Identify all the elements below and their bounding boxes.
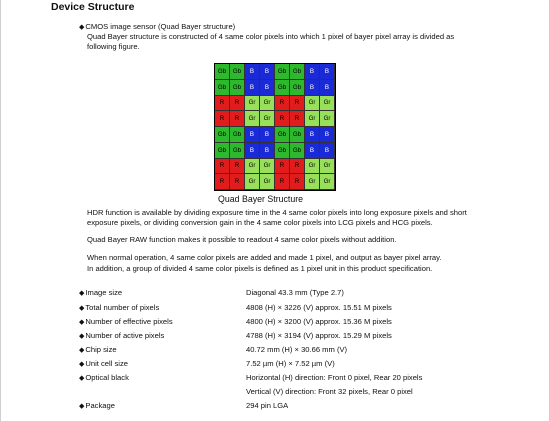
bayer-cell-gb: Gb <box>215 143 230 159</box>
bayer-cell-r: R <box>230 111 245 127</box>
spec-label-text: Unit cell size <box>85 359 129 368</box>
bayer-cell-gb: Gb <box>230 127 245 143</box>
bayer-cell-gr: Gr <box>260 159 275 175</box>
spec-label-text: Number of effective pixels <box>85 317 173 326</box>
bayer-cell-r: R <box>275 174 290 190</box>
intro-line-1: Quad Bayer structure is constructed of 4 same color pixels into which 1 pixel of bayer pixel array is divided as <box>87 32 455 41</box>
bayer-cell-b: B <box>260 64 275 80</box>
section-title: Device Structure <box>51 1 135 13</box>
spec-value: Diagonal 43.3 mm (Type 2.7) <box>246 288 344 297</box>
bayer-cell-r: R <box>275 159 290 175</box>
bayer-cell-gr: Gr <box>260 96 275 112</box>
spec-label-text: Package <box>85 401 115 410</box>
bayer-cell-gb: Gb <box>215 127 230 143</box>
bayer-cell-r: R <box>290 96 305 112</box>
bayer-cell-r: R <box>230 96 245 112</box>
spec-label <box>79 401 115 413</box>
bayer-cell-gr: Gr <box>305 159 320 175</box>
normal-line-2: In addition, a group of divided 4 same color pixels is defined as 1 pixel unit in this product specification. <box>87 264 433 273</box>
spec-value: 7.52 µm (H) × 7.52 µm (V) <box>246 359 335 368</box>
bayer-cell-b: B <box>305 143 320 159</box>
bayer-cell-r: R <box>230 174 245 190</box>
bayer-cell-gb: Gb <box>230 80 245 96</box>
bayer-cell-gb: Gb <box>275 64 290 80</box>
normal-line-1: When normal operation, 4 same color pixels are added and made 1 pixel, and output as bayer pixel array. <box>87 253 442 262</box>
bayer-cell-gr: Gr <box>320 111 335 127</box>
hdr-line-1: HDR function is available by dividing exposure time in the 4 same color pixels into long exposure pixels and short <box>87 208 467 217</box>
bayer-cell-gr: Gr <box>260 111 275 127</box>
bayer-cell-b: B <box>305 64 320 80</box>
hdr-line-2: exposure pixels, or dividing conversion gain in the 4 same color pixels into LCG pixels and HCG pixels. <box>87 218 433 227</box>
bayer-cell-gr: Gr <box>245 96 260 112</box>
bayer-cell-b: B <box>320 143 335 159</box>
bayer-cell-gb: Gb <box>290 64 305 80</box>
raw-line: Quad Bayer RAW function makes it possible to readout 4 same color pixels without addition. <box>87 235 397 244</box>
bayer-cell-r: R <box>275 96 290 112</box>
bayer-cell-b: B <box>305 127 320 143</box>
page-border-left <box>0 0 1 421</box>
bayer-cell-r: R <box>290 111 305 127</box>
bayer-cell-gb: Gb <box>275 127 290 143</box>
spec-label <box>79 331 164 343</box>
bayer-cell-gb: Gb <box>215 80 230 96</box>
spec-label-text: Optical black <box>85 373 129 382</box>
bayer-cell-r: R <box>215 174 230 190</box>
bayer-cell-gr: Gr <box>320 159 335 175</box>
spec-label <box>79 373 129 385</box>
bayer-cell-gr: Gr <box>245 111 260 127</box>
spec-label-text: Chip size <box>85 345 117 354</box>
bayer-cell-r: R <box>290 159 305 175</box>
bayer-cell-gb: Gb <box>230 143 245 159</box>
bayer-cell-b: B <box>320 127 335 143</box>
bayer-cell-gr: Gr <box>305 111 320 127</box>
bayer-cell-r: R <box>230 159 245 175</box>
bayer-cell-b: B <box>320 80 335 96</box>
spec-label <box>79 303 159 315</box>
spec-value: Vertical (V) direction: Front 32 pixels, Rear 0 pixel <box>246 387 413 396</box>
bayer-cell-gb: Gb <box>230 64 245 80</box>
bayer-cell-gb: Gb <box>275 143 290 159</box>
bayer-cell-gb: Gb <box>290 143 305 159</box>
bayer-cell-r: R <box>215 159 230 175</box>
bayer-cell-r: R <box>215 96 230 112</box>
spec-label-text: Total number of pixels <box>85 303 160 312</box>
spec-value: Horizontal (H) direction: Front 0 pixel, Rear 20 pixels <box>246 373 423 382</box>
spec-value: 4788 (H) × 3194 (V) approx. 15.29 M pixels <box>246 331 392 340</box>
bayer-cell-gr: Gr <box>305 174 320 190</box>
spec-label <box>79 288 122 300</box>
spec-label <box>79 345 117 357</box>
bayer-cell-gb: Gb <box>275 80 290 96</box>
bayer-cell-b: B <box>305 80 320 96</box>
spec-value: 4808 (H) × 3226 (V) approx. 15.51 M pixels <box>246 303 392 312</box>
spec-label <box>79 359 128 371</box>
quad-bayer-figure <box>214 63 336 191</box>
bayer-cell-gb: Gb <box>215 64 230 80</box>
intro-line-2: following figure. <box>87 42 140 51</box>
bayer-cell-b: B <box>245 64 260 80</box>
bayer-cell-r: R <box>215 111 230 127</box>
spec-value: 294 pin LGA <box>246 401 289 410</box>
bayer-cell-gr: Gr <box>320 174 335 190</box>
bayer-cell-b: B <box>245 127 260 143</box>
spec-value: 4800 (H) × 3200 (V) approx. 15.36 M pixels <box>246 317 392 326</box>
bayer-cell-gr: Gr <box>245 159 260 175</box>
bayer-cell-b: B <box>260 80 275 96</box>
bayer-cell-b: B <box>245 143 260 159</box>
bayer-cell-b: B <box>320 64 335 80</box>
spec-label <box>79 317 173 329</box>
bayer-cell-gb: Gb <box>290 80 305 96</box>
spec-value: 40.72 mm (H) × 30.66 mm (V) <box>246 345 348 354</box>
sensor-heading-text: CMOS image sensor (Quad Bayer structure) <box>85 22 236 31</box>
bayer-cell-gr: Gr <box>305 96 320 112</box>
bayer-cell-r: R <box>290 174 305 190</box>
bayer-cell-gb: Gb <box>290 127 305 143</box>
bayer-cell-b: B <box>260 143 275 159</box>
bayer-cell-b: B <box>245 80 260 96</box>
bayer-cell-r: R <box>275 111 290 127</box>
bayer-cell-b: B <box>260 127 275 143</box>
figure-caption: Quad Bayer Structure <box>218 194 304 204</box>
spec-label-text: Image size <box>85 288 123 297</box>
bayer-cell-gr: Gr <box>320 96 335 112</box>
spec-label-text: Number of active pixels <box>85 331 165 340</box>
bayer-cell-gr: Gr <box>245 174 260 190</box>
bayer-cell-gr: Gr <box>260 174 275 190</box>
